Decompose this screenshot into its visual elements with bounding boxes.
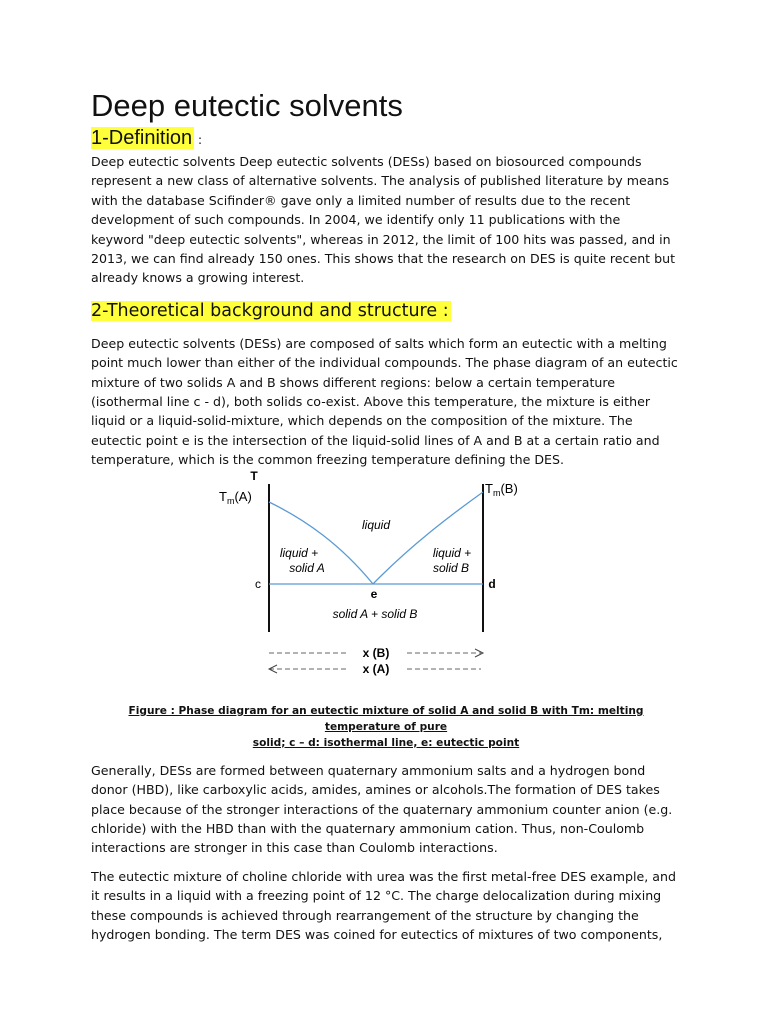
text-line: already knows a growing interest. <box>91 270 305 286</box>
text-line: 2013, we can find already 150 ones. This shows that the research on DES is quite recent but <box>91 251 676 267</box>
text-line: hydrogen bonding. The term DES was coined for eutectics of mixtures of two components, <box>91 926 663 942</box>
text-line: temperature, which is the common freezing temperature defining the DES. <box>91 452 564 468</box>
text-line: chloride) with the HBD than with the quaternary ammonium cation. Thus, non-Coulomb <box>91 820 645 836</box>
text-line: point much lower than either of the individual compounds. The phase diagram of an eutectic <box>91 355 678 371</box>
text-line: development of such compounds. In 2004, we identify only 11 publications with the <box>91 212 621 228</box>
text-line: Deep eutectic solvents Deep eutectic solvents (DESs) based on biosourced compounds <box>91 154 642 169</box>
region-liquid-solid-a-1: liquid + <box>279 545 319 560</box>
paragraph-gap <box>91 858 681 867</box>
label-tm-b: $T_m(B)$ <box>485 480 518 498</box>
document-title: Deep eutectic solvents <box>91 88 403 123</box>
label-c: c <box>255 576 261 591</box>
caption-line: Figure : Phase diagram for an eutectic mixture of solid A and solid B with Tm: melting temperature of pure <box>128 704 644 733</box>
text-line: with the database Scifinder® gave only a limited number of results due to the recent <box>91 192 631 208</box>
text-line: eutectic point e is the intersection of the liquid-solid lines of A and B at a certain ratio and <box>91 432 660 448</box>
paragraph-choline-chloride <box>91 867 681 945</box>
heading-highlight: 1-Definition <box>91 127 193 149</box>
axis-label-xb: x (B) <box>362 645 390 660</box>
text-line: these compounds is achieved through rearrangement of the structure by changing the <box>91 907 639 923</box>
text-line: Deep eutectic solvents (DESs) are composed of salts which form an eutectic with a melting <box>91 335 667 351</box>
text-line: it results in a liquid with a freezing point of 12 °C. The charge delocalization during mixing <box>91 888 662 904</box>
text-line: keyword "deep eutectic solvents", whereas in 2012, the limit of 100 hits was passed, and in <box>91 231 671 247</box>
paragraph-des-formation <box>91 761 681 858</box>
region-liquid-solid-b-2: solid B <box>432 560 470 575</box>
text-line: mixture of two solids A and B shows different regions: below a certain temperature <box>91 374 616 390</box>
text-line: donor (HBD), like carboxylic acids, amides, amines or alcohols.The formation of DES takes <box>91 782 660 798</box>
region-liquid-solid-b-1: liquid + <box>432 545 472 560</box>
heading-highlight: 2-Theoretical background and structure : <box>91 300 449 321</box>
text-line: The eutectic mixture of choline chloride with urea was the first metal-free DES example, and <box>91 868 676 884</box>
figure-caption <box>91 703 681 751</box>
text-line: represent a new class of alternative solvents. The analysis of published literature by means <box>91 173 670 189</box>
phase-diagram-figure <box>91 470 681 695</box>
text-line: interactions are stronger in this case than Coulomb interactions. <box>91 840 498 856</box>
section-heading-background <box>91 298 681 324</box>
text-line: Generally, DESs are formed between quaternary ammonium salts and a hydrogen bond <box>91 762 646 778</box>
paragraph-definition <box>91 152 681 288</box>
text-line: liquid or a liquid-solid-mixture, which depends on the composition of the mixture. The <box>91 413 633 429</box>
axis-label-t: T <box>250 469 258 483</box>
label-tm-a: $T_m(A)$ <box>219 488 252 506</box>
section-heading-definition <box>91 126 681 152</box>
document-page <box>91 86 681 944</box>
region-liquid: liquid <box>361 517 391 532</box>
region-liquid-solid-a-2: solid A <box>289 560 325 575</box>
text-line: place because of the stronger interactions of the quaternary ammonium counter anion (e.g. <box>91 801 673 817</box>
caption-line: solid; c – d: isothermal line, e: eutectic point <box>252 736 520 749</box>
paragraph-background <box>91 334 681 470</box>
text-line: (isothermal line c - d), both solids co-exist. Above this temperature, the mixture is either <box>91 394 651 410</box>
region-solid-a-b: solid A + solid B <box>332 606 418 621</box>
phase-diagram <box>91 470 681 695</box>
axis-label-xa: x (A) <box>362 661 390 676</box>
label-d: d <box>488 576 496 591</box>
heading-colon: : <box>194 133 203 147</box>
label-e: e <box>370 586 378 601</box>
